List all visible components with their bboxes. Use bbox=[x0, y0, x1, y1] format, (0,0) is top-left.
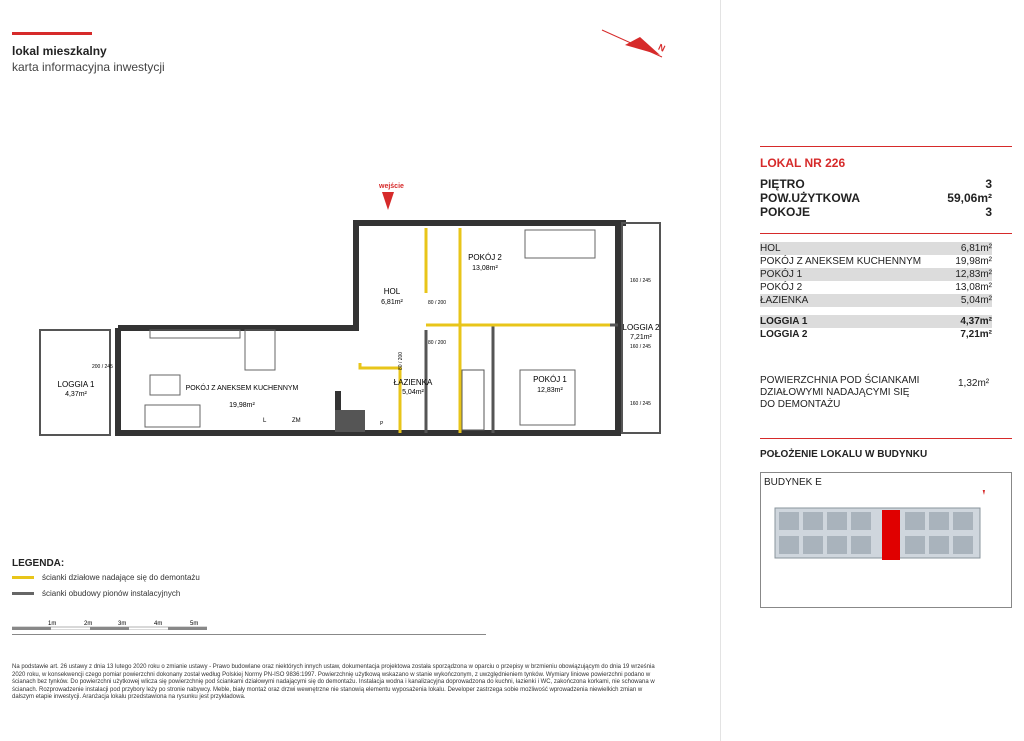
pod-scianami-line: POWIERZCHNIA POD ŚCIANKAMI bbox=[760, 375, 920, 386]
pow-value: 59,06m² bbox=[947, 191, 992, 205]
room-row bbox=[760, 294, 992, 307]
loggia-value: 7,21m² bbox=[960, 329, 992, 340]
room-row bbox=[760, 268, 992, 281]
rooms-rule bbox=[760, 233, 1012, 234]
lokal-number: LOKAL NR 226 bbox=[760, 156, 846, 170]
unit-highlight bbox=[882, 510, 900, 560]
vertical-divider bbox=[720, 0, 721, 741]
window-dim-3: 160 / 245 bbox=[630, 344, 651, 350]
pokoje-value: 3 bbox=[985, 205, 992, 219]
room-row bbox=[760, 255, 992, 268]
scale-bar bbox=[12, 618, 207, 630]
loggia-row bbox=[760, 328, 992, 341]
room-label: HOL bbox=[760, 243, 781, 254]
loggia-label: LOGGIA 1 bbox=[760, 316, 808, 327]
pow-row bbox=[760, 191, 992, 205]
scale-label: 5m bbox=[190, 621, 199, 627]
room-label: POKÓJ 1 bbox=[760, 269, 803, 280]
room-loggia2-area: 7,21m² bbox=[630, 334, 652, 341]
coffee-table bbox=[150, 375, 180, 395]
pokoje-row bbox=[760, 205, 992, 219]
legend-label: ścianki działowe nadające się do demontażu bbox=[42, 573, 200, 582]
entry-label: wejście bbox=[379, 183, 404, 190]
door-dim-1: 80 / 200 bbox=[428, 300, 447, 306]
room-loggia1-name: LOGGIA 1 bbox=[57, 380, 95, 389]
room-label: ŁAZIENKA bbox=[760, 295, 809, 306]
legend-swatch-yellow bbox=[12, 576, 34, 579]
room-pokoj-aneks-name: POKÓJ Z ANEKSEM KUCHENNYM bbox=[185, 385, 299, 392]
room-pokoj2-area: 13,08m² bbox=[472, 265, 498, 272]
room-pokoj1-area: 12,83m² bbox=[537, 387, 563, 394]
interior-walls bbox=[426, 325, 618, 433]
legend-swatch-gray bbox=[12, 592, 34, 595]
scale-label: 2m bbox=[84, 621, 93, 627]
fixture-l: L bbox=[263, 418, 267, 424]
page-title: lokal mieszkalny bbox=[12, 44, 107, 58]
legend-item bbox=[12, 589, 180, 598]
floor-plan bbox=[30, 170, 670, 450]
header-accent-bar bbox=[12, 32, 92, 35]
compass-north-label: N bbox=[656, 41, 667, 54]
page-subtitle: karta informacyjna inwestycji bbox=[12, 60, 165, 74]
room-pokoj-aneks-area: 19,98m² bbox=[229, 402, 255, 409]
pietro-label: PIĘTRO bbox=[760, 177, 805, 191]
compass-icon bbox=[600, 25, 680, 65]
bathtub bbox=[462, 370, 484, 430]
pod-scianami-label bbox=[760, 375, 919, 411]
installation-shaft bbox=[335, 410, 365, 432]
loggia-label: LOGGIA 2 bbox=[760, 329, 808, 340]
room-value: 6,81m² bbox=[960, 243, 992, 254]
legend-label: ścianki obudowy pionów instalacyjnych bbox=[42, 589, 181, 598]
pokoje-label: POKOJE bbox=[760, 205, 811, 219]
fixture-p: P bbox=[380, 421, 384, 427]
room-value: 5,04m² bbox=[960, 295, 992, 306]
room-pokoj1-name: POKÓJ 1 bbox=[533, 375, 567, 384]
room-value: 13,08m² bbox=[955, 282, 992, 293]
loggia-value: 4,37m² bbox=[960, 316, 992, 327]
room-hol-name: HOL bbox=[383, 287, 401, 296]
info-top-rule bbox=[760, 146, 1012, 147]
pietro-row bbox=[760, 177, 992, 191]
scale-label: 4m bbox=[154, 621, 163, 627]
room-value: 12,83m² bbox=[955, 269, 992, 280]
door-dim-2: 80 / 200 bbox=[428, 340, 447, 346]
fixture-zm: ZM bbox=[292, 418, 301, 424]
loggia-row bbox=[760, 315, 992, 328]
dining-table bbox=[245, 330, 275, 370]
location-rule bbox=[760, 438, 1012, 439]
scale-label: 1m bbox=[48, 621, 57, 627]
window-dim-4: 160 / 245 bbox=[630, 401, 651, 407]
room-row bbox=[760, 281, 992, 294]
room-value: 19,98m² bbox=[955, 256, 992, 267]
legend-title: LEGENDA: bbox=[12, 558, 65, 569]
pow-label: POW.UŻYTKOWA bbox=[760, 191, 860, 205]
legend-item bbox=[12, 573, 200, 582]
compass-small-icon bbox=[980, 490, 987, 495]
pietro-value: 3 bbox=[985, 177, 992, 191]
location-heading: POŁOŻENIE LOKALU W BUDYNKU bbox=[760, 449, 928, 460]
pod-scianami-line: DO DEMONTAŻU bbox=[760, 399, 841, 410]
building-label: BUDYNEK E bbox=[764, 477, 822, 488]
pod-scianami-value: 1,32m² bbox=[958, 378, 990, 389]
room-label: POKÓJ Z ANEKSEM KUCHENNYM bbox=[760, 256, 922, 267]
room-loggia2-name: LOGGIA 2 bbox=[622, 323, 660, 332]
window-dim-1: 200 / 245 bbox=[92, 364, 113, 370]
room-row bbox=[760, 242, 992, 255]
building-plan-thumbnail bbox=[765, 490, 1010, 600]
legal-footnote: Na podstawie art. 26 ustawy z dnia 13 lutego 2020 roku o zmianie ustawy - Prawo budowlane oraz niektórych innych ustaw, dokumentacja projektowa została sporządzona w oparciu o przepisy w brzmieniu obowiązującym do dnia 19 września 2020 roku, w konsekwencji czego pomiar powierzchni dokonany został według Polskiej Normy PN-ISO 9836:1997. Powierzchnię użytkową wskazano w stanie wykończonym, z uwzględnieniem tynków. Wymiary liniowe powierzchni podano w ścianach bez tynków. Do powierzchni użytkowej wlicza się powierzchnię pod ściankami działowymi nadającymi się do demontażu. Instalacja wodna i kanalizacyjna doprowadzona do kuchni, łazienki i WC, zakończona korkami, nie schowana w ścianach. Rozprowadzenie instalacji pod przybory leży po stronie nabywcy. Meble, biały montaż oraz drzwi wewnętrzne nie stanowią elementu wyposażenia lokalu. Developer zastrzega sobie możliwość wprowadzenia niewielkich zmian w dalszym etapie inwestycji. Aranżacja lokalu przedstawiona na rysunku jest przykładowa. bbox=[12, 664, 655, 700]
room-lazienka-name: ŁAZIENKA bbox=[393, 378, 433, 387]
bed-2 bbox=[525, 230, 595, 258]
kitchen-counter bbox=[150, 330, 240, 338]
room-label: POKÓJ 2 bbox=[760, 282, 803, 293]
room-hol-area: 6,81m² bbox=[381, 299, 403, 306]
pod-scianami-line: DZIAŁOWYMI NADAJĄCYMI SIĘ bbox=[760, 387, 910, 398]
room-lazienka-area: 5,04m² bbox=[402, 389, 424, 396]
door-dim-3: 80 / 200 bbox=[398, 351, 404, 370]
scale-rule bbox=[12, 634, 486, 635]
room-pokoj2-name: POKÓJ 2 bbox=[468, 253, 502, 262]
entry-arrow-icon bbox=[382, 192, 394, 210]
room-loggia1-area: 4,37m² bbox=[65, 391, 87, 398]
sofa bbox=[145, 405, 200, 427]
window-dim-2: 160 / 245 bbox=[630, 278, 651, 284]
scale-label: 3m bbox=[118, 621, 127, 627]
